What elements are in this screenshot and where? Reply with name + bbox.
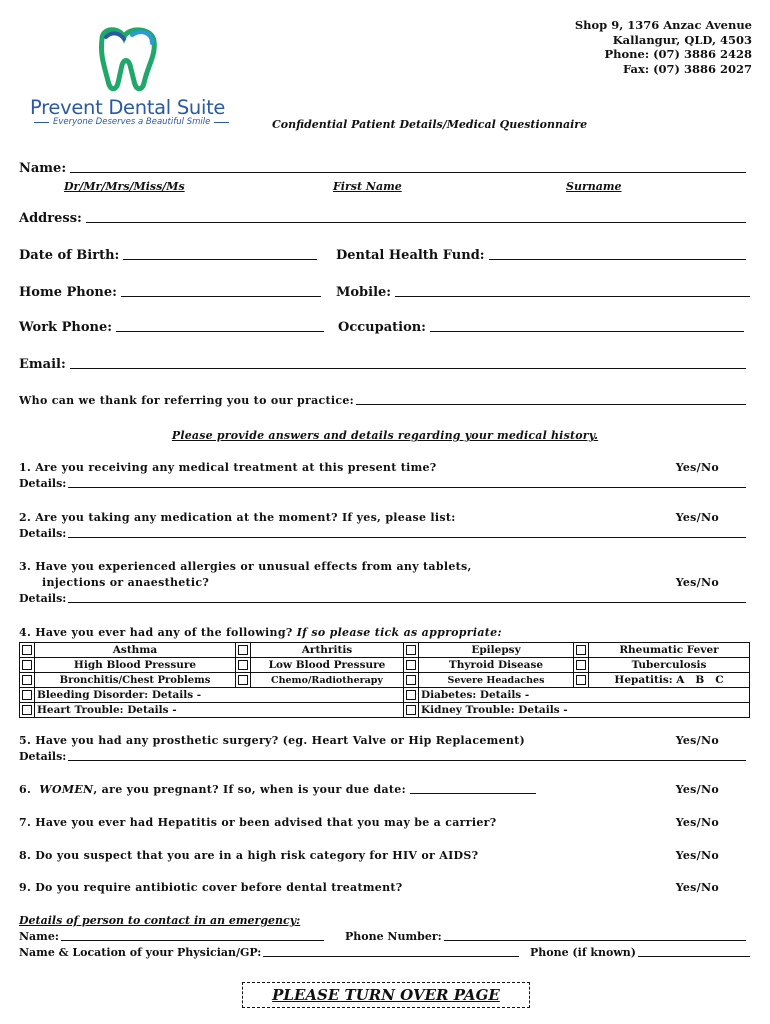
occupation-line[interactable] — [430, 319, 744, 332]
condition-low-bp: Low Blood Pressure — [251, 658, 404, 673]
question-6-prefix: 6. — [19, 783, 32, 796]
question-4 — [19, 626, 502, 639]
checkbox-headaches[interactable] — [404, 673, 419, 688]
conditions-row-1 — [20, 643, 750, 658]
condition-kidney: Kidney Trouble: Details - — [419, 703, 750, 718]
q5-details[interactable] — [19, 750, 746, 763]
home-phone-label: Home Phone: — [19, 285, 117, 300]
checkbox-epilepsy[interactable] — [404, 643, 419, 658]
q1-yes-no[interactable]: Yes/No — [675, 461, 719, 474]
condition-diabetes: Diabetes: Details - — [419, 688, 750, 703]
conditions-row-3 — [20, 673, 750, 688]
physician-phone-line[interactable] — [638, 946, 750, 957]
mobile-field[interactable] — [336, 284, 750, 300]
practice-name: Prevent Dental Suite — [30, 96, 226, 119]
address-line-2: Kallangur, QLD, 4503 — [612, 32, 752, 47]
occupation-field[interactable] — [338, 319, 744, 335]
due-date-line[interactable] — [410, 793, 536, 794]
condition-tuberculosis: Tuberculosis — [589, 658, 750, 673]
q2-details-label: Details: — [19, 527, 67, 540]
question-3-line-2: injections or anaesthetic? — [42, 576, 210, 589]
work-phone-field[interactable] — [19, 319, 324, 335]
emergency-name-line[interactable] — [61, 930, 324, 941]
mobile-line[interactable] — [395, 284, 750, 297]
condition-heart: Heart Trouble: Details - — [35, 703, 404, 718]
practice-phone: Phone: (07) 3886 2428 — [604, 47, 752, 61]
emergency-phone-field[interactable] — [345, 930, 746, 943]
emergency-phone-line[interactable] — [444, 930, 746, 941]
health-fund-field[interactable] — [336, 247, 746, 263]
condition-hepatitis: Hepatitis: A B C — [589, 673, 750, 688]
q8-yes-no[interactable]: Yes/No — [675, 849, 719, 862]
condition-bronchitis: Bronchitis/Chest Problems — [35, 673, 236, 688]
checkbox-low-bp[interactable] — [236, 658, 251, 673]
name-sub-surname: Surname — [566, 180, 622, 193]
condition-chemo: Chemo/Radiotherapy — [251, 673, 404, 688]
question-4-prefix: 4. Have you ever had any of the following? — [19, 626, 293, 639]
referral-field[interactable] — [19, 394, 746, 407]
checkbox-hepatitis[interactable] — [574, 673, 589, 688]
q1-details[interactable] — [19, 477, 746, 490]
q3-details[interactable] — [19, 592, 746, 605]
address-label: Address: — [19, 211, 82, 226]
medical-heading: Please provide answers and details regarding your medical history. — [171, 429, 599, 442]
email-line[interactable] — [70, 356, 746, 369]
q5-details-line[interactable] — [68, 750, 746, 761]
q6-yes-no[interactable]: Yes/No — [675, 783, 719, 796]
condition-arthritis: Arthritis — [251, 643, 404, 658]
question-2: 2. Are you taking any medication at the moment? If yes, please list: — [19, 511, 456, 524]
checkbox-bleeding[interactable] — [20, 688, 35, 703]
email-label: Email: — [19, 357, 66, 372]
q2-details-line[interactable] — [68, 527, 746, 538]
condition-rheumatic-fever: Rheumatic Fever — [589, 643, 750, 658]
practice-contact — [575, 18, 752, 76]
emergency-name-field[interactable] — [19, 930, 324, 943]
name-label: Name: — [19, 161, 67, 176]
conditions-row-4 — [20, 688, 750, 703]
name-field[interactable] — [19, 160, 746, 176]
q5-yes-no[interactable]: Yes/No — [675, 734, 719, 747]
emergency-name-label: Name: — [19, 930, 59, 943]
checkbox-bronchitis[interactable] — [20, 673, 35, 688]
checkbox-rheumatic-fever[interactable] — [574, 643, 589, 658]
question-1: 1. Are you receiving any medical treatment at this present time? — [19, 461, 437, 474]
question-6 — [19, 783, 536, 796]
condition-bleeding: Bleeding Disorder: Details - — [35, 688, 404, 703]
question-3-line-1: 3. Have you experienced allergies or unusual effects from any tablets, — [19, 560, 472, 573]
practice-tagline — [34, 117, 229, 127]
turn-over-text: PLEASE TURN OVER PAGE — [272, 986, 500, 1004]
checkbox-arthritis[interactable] — [236, 643, 251, 658]
physician-label: Name & Location of your Physician/GP: — [19, 946, 262, 959]
condition-asthma: Asthma — [35, 643, 236, 658]
q7-yes-no[interactable]: Yes/No — [675, 816, 719, 829]
question-7: 7. Have you ever had Hepatitis or been advised that you may be a carrier? — [19, 816, 497, 829]
q5-details-label: Details: — [19, 750, 67, 763]
question-5: 5. Have you had any prosthetic surgery? (eg. Heart Valve or Hip Replacement) — [19, 734, 526, 747]
health-fund-line[interactable] — [489, 247, 746, 260]
practice-fax: Fax: (07) 3886 2027 — [623, 61, 752, 76]
physician-field[interactable] — [19, 946, 519, 959]
tagline-dash-right — [214, 122, 229, 123]
work-phone-label: Work Phone: — [19, 320, 113, 335]
occupation-label: Occupation: — [338, 320, 426, 335]
question-6-rest: , are you pregnant? If so, when is your due date: — [93, 783, 406, 796]
health-fund-label: Dental Health Fund: — [336, 248, 485, 263]
q2-yes-no[interactable]: Yes/No — [675, 511, 719, 524]
address-line-1: Shop 9, 1376 Anzac Avenue — [574, 18, 752, 32]
question-4-suffix: If so please tick as appropriate: — [296, 626, 502, 639]
tagline-text: Everyone Deserves a Beautiful Smile — [53, 117, 211, 127]
conditions-row-2 — [20, 658, 750, 673]
home-phone-field[interactable] — [19, 284, 321, 300]
checkbox-tuberculosis[interactable] — [574, 658, 589, 673]
condition-headaches: Severe Headaches — [419, 673, 574, 688]
q2-details[interactable] — [19, 527, 746, 540]
question-8: 8. Do you suspect that you are in a high risk category for HIV or AIDS? — [19, 849, 479, 862]
mobile-label: Mobile: — [336, 285, 392, 300]
checkbox-asthma[interactable] — [20, 643, 35, 658]
physician-phone-label: Phone (if known) — [530, 946, 637, 959]
q3-details-label: Details: — [19, 592, 67, 605]
home-phone-line[interactable] — [121, 284, 321, 297]
q3-yes-no[interactable]: Yes/No — [675, 576, 719, 589]
condition-thyroid: Thyroid Disease — [419, 658, 574, 673]
emergency-phone-label: Phone Number: — [345, 930, 442, 943]
address-line[interactable] — [86, 210, 746, 223]
name-sub-first: First Name — [333, 180, 402, 193]
dob-line[interactable] — [123, 247, 317, 260]
name-sub-title: Dr/Mr/Mrs/Miss/Ms — [64, 180, 185, 193]
dob-field[interactable] — [19, 247, 317, 263]
turn-over-box — [242, 982, 530, 1008]
condition-epilepsy: Epilepsy — [419, 643, 574, 658]
name-line[interactable] — [70, 160, 746, 173]
checkbox-chemo[interactable] — [236, 673, 251, 688]
dob-label: Date of Birth: — [19, 248, 120, 263]
checkbox-high-bp[interactable] — [20, 658, 35, 673]
form-title: Confidential Patient Details/Medical Questionnaire — [272, 118, 588, 131]
tagline-dash-left — [34, 122, 49, 123]
tooth-logo-icon — [92, 25, 164, 95]
q9-yes-no[interactable]: Yes/No — [675, 881, 719, 894]
physician-phone-field[interactable] — [530, 946, 750, 959]
emergency-title: Details of person to contact in an emergency: — [19, 914, 301, 927]
q3-details-line[interactable] — [68, 592, 746, 603]
question-9: 9. Do you require antibiotic cover before dental treatment? — [19, 881, 403, 894]
q1-details-label: Details: — [19, 477, 67, 490]
checkbox-kidney[interactable] — [404, 703, 419, 718]
work-phone-line[interactable] — [116, 319, 324, 332]
physician-line[interactable] — [263, 946, 519, 957]
checkbox-thyroid[interactable] — [404, 658, 419, 673]
q1-details-line[interactable] — [68, 477, 746, 488]
email-field[interactable] — [19, 356, 746, 372]
checkbox-heart[interactable] — [20, 703, 35, 718]
conditions-row-5 — [20, 703, 750, 718]
referral-label: Who can we thank for referring you to our practice: — [19, 394, 355, 407]
checkbox-diabetes[interactable] — [404, 688, 419, 703]
conditions-table — [19, 642, 750, 718]
referral-line[interactable] — [356, 394, 746, 405]
condition-high-bp: High Blood Pressure — [35, 658, 236, 673]
question-6-women: WOMEN — [39, 783, 94, 796]
address-field[interactable] — [19, 210, 746, 226]
